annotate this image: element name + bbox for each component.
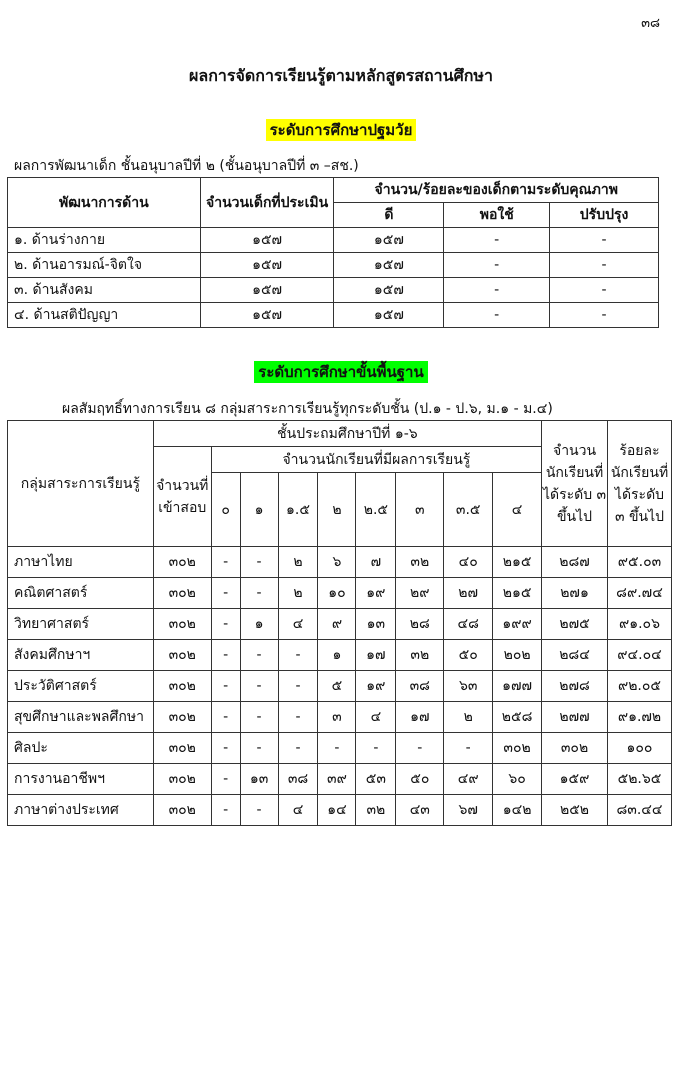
cell-grade-count: ๓๘ — [278, 764, 318, 795]
cell-grade-count: ๑๓ — [356, 609, 396, 640]
cell-grade-count: ๓๙ — [318, 764, 356, 795]
cell-subject: ประวัติศาสตร์ — [8, 671, 154, 702]
table-row — [8, 640, 672, 671]
cell-grade-count: - — [240, 795, 278, 826]
table-row — [8, 228, 659, 253]
cell-grade-count: ๔ — [278, 795, 318, 826]
cell-grade-count: ๑๐ — [318, 578, 356, 609]
cell-grade-count: ๒๐๒ — [493, 640, 542, 671]
header-improve: ปรับปรุง — [550, 203, 659, 228]
cell-subject: ศิลปะ — [8, 733, 154, 764]
cell-grade-count: - — [240, 702, 278, 733]
cell-good: ๑๕๗ — [334, 253, 444, 278]
table-row — [8, 733, 672, 764]
cell-grade-count: - — [240, 640, 278, 671]
page-title: ผลการจัดการเรียนรู้ตามหลักสูตรสถานศึกษา — [189, 66, 493, 85]
cell-aspect: ๓. ด้านสังคม — [8, 278, 201, 303]
achievement-table — [7, 420, 672, 826]
header-grade-level: ๑ — [240, 473, 278, 547]
section1-caption: ผลการพัฒนาเด็ก ชั้นอนุบาลปีที่ ๒ (ชั้นอนุบาลปีที่ ๓ –สช.) — [14, 158, 359, 174]
cell-grade-count: - — [240, 578, 278, 609]
cell-count-3up: ๓๐๒ — [542, 733, 608, 764]
cell-grade-count: ๑๔๒ — [493, 795, 542, 826]
cell-grade-count: ๒๕๘ — [493, 702, 542, 733]
section1-heading-text: ระดับการศึกษาปฐมวัย — [266, 119, 417, 141]
cell-grade-count: ๖๓ — [444, 671, 493, 702]
header-grade-level: ๒ — [318, 473, 356, 547]
cell-grade-count: ๖๗ — [444, 795, 493, 826]
header-count-3up: จำนวนนักเรียนที่ได้ระดับ ๓ ขึ้นไป — [542, 421, 608, 547]
cell-count-3up: ๒๘๗ — [542, 547, 608, 578]
cell-grade-count: ๕๓ — [356, 764, 396, 795]
cell-taking: ๓๐๒ — [153, 764, 211, 795]
cell-grade-count: - — [240, 547, 278, 578]
cell-grade-count: - — [396, 733, 444, 764]
cell-taking: ๓๐๒ — [153, 671, 211, 702]
cell-count: ๑๕๗ — [200, 303, 334, 328]
cell-grade-count: ๔๐ — [444, 547, 493, 578]
cell-taking: ๓๐๒ — [153, 547, 211, 578]
cell-grade-count: ๑๗๗ — [493, 671, 542, 702]
table-row — [8, 278, 659, 303]
cell-good: ๑๕๗ — [334, 228, 444, 253]
cell-grade-count: ๒๗ — [444, 578, 493, 609]
cell-aspect: ๒. ด้านอารมณ์-จิตใจ — [8, 253, 201, 278]
cell-grade-count: - — [318, 733, 356, 764]
cell-improve: - — [550, 303, 659, 328]
cell-pct-3up: ๘๙.๗๔ — [607, 578, 671, 609]
cell-grade-count: ๔ — [356, 702, 396, 733]
cell-grade-count: - — [211, 764, 240, 795]
cell-grade-count: ๓๘ — [396, 671, 444, 702]
cell-pct-3up: ๙๕.๐๓ — [607, 547, 671, 578]
cell-subject: ภาษาไทย — [8, 547, 154, 578]
cell-grade-count: - — [211, 702, 240, 733]
section2-heading — [0, 360, 682, 384]
cell-grade-count: ๑๙ — [356, 578, 396, 609]
cell-grade-count: ๑๗ — [396, 702, 444, 733]
early-childhood-table — [7, 177, 659, 328]
cell-grade-count: - — [211, 640, 240, 671]
cell-grade-count: - — [240, 671, 278, 702]
cell-aspect: ๔. ด้านสติปัญญา — [8, 303, 201, 328]
header-pct-3up: ร้อยละนักเรียนที่ได้ระดับ ๓ ขึ้นไป — [607, 421, 671, 547]
table-row — [8, 795, 672, 826]
cell-grade-count: ๒๑๕ — [493, 547, 542, 578]
cell-grade-count: ๓๒ — [356, 795, 396, 826]
cell-taking: ๓๐๒ — [153, 578, 211, 609]
cell-grade-count: - — [211, 578, 240, 609]
section2-heading-text: ระดับการศึกษาขั้นพื้นฐาน — [254, 361, 427, 383]
section2-caption: ผลสัมฤทธิ์ทางการเรียน ๘ กลุ่มสาระการเรียนรู้ทุกระดับชั้น (ป.๑ - ป.๖, ม.๑ - ม.๔) — [62, 401, 553, 417]
cell-taking: ๓๐๒ — [153, 609, 211, 640]
header-grade: ชั้นประถมศึกษาปีที่ ๑-๖ — [153, 421, 541, 447]
cell-fair: - — [444, 303, 550, 328]
header-grade-level: ๓ — [396, 473, 444, 547]
section1-heading — [0, 118, 682, 142]
cell-subject: สุขศึกษาและพลศึกษา — [8, 702, 154, 733]
table-row — [8, 609, 672, 640]
cell-count-3up: ๒๗๑ — [542, 578, 608, 609]
table-row — [8, 547, 672, 578]
cell-subject: คณิตศาสตร์ — [8, 578, 154, 609]
table-row — [8, 578, 672, 609]
cell-subject: วิทยาศาสตร์ — [8, 609, 154, 640]
cell-subject: สังคมศึกษาฯ — [8, 640, 154, 671]
cell-grade-count: ๑๗ — [356, 640, 396, 671]
header-count-taking: จำนวนที่เข้าสอบ — [153, 447, 211, 547]
cell-grade-count: ๙ — [318, 609, 356, 640]
cell-grade-count: ๔๙ — [444, 764, 493, 795]
cell-count-3up: ๒๘๔ — [542, 640, 608, 671]
cell-grade-count: ๕๐ — [444, 640, 493, 671]
cell-grade-count: ๗ — [356, 547, 396, 578]
cell-pct-3up: ๑๐๐ — [607, 733, 671, 764]
cell-grade-count: - — [278, 733, 318, 764]
header-good: ดี — [334, 203, 444, 228]
cell-pct-3up: ๙๑.๐๖ — [607, 609, 671, 640]
cell-pct-3up: ๙๒.๐๕ — [607, 671, 671, 702]
cell-grade-count: ๖ — [318, 547, 356, 578]
cell-grade-count: ๓ — [318, 702, 356, 733]
cell-subject: การงานอาชีพฯ — [8, 764, 154, 795]
cell-pct-3up: ๘๓.๔๔ — [607, 795, 671, 826]
cell-grade-count: ๖๐ — [493, 764, 542, 795]
table-row — [8, 764, 672, 795]
cell-taking: ๓๐๒ — [153, 733, 211, 764]
cell-grade-count: ๕๐ — [396, 764, 444, 795]
cell-count-3up: ๒๗๘ — [542, 671, 608, 702]
cell-count: ๑๕๗ — [200, 253, 334, 278]
cell-count-3up: ๒๕๒ — [542, 795, 608, 826]
table-row — [8, 253, 659, 278]
header-quality: จำนวน/ร้อยละของเด็กตามระดับคุณภาพ — [334, 178, 659, 203]
cell-improve: - — [550, 253, 659, 278]
cell-grade-count: - — [211, 795, 240, 826]
cell-grade-count: ๒ — [278, 547, 318, 578]
cell-grade-count: ๒๘ — [396, 609, 444, 640]
cell-grade-count: - — [278, 671, 318, 702]
cell-grade-count: ๑๓ — [240, 764, 278, 795]
cell-grade-count: ๒ — [278, 578, 318, 609]
cell-fair: - — [444, 253, 550, 278]
cell-grade-count: ๓๒ — [396, 547, 444, 578]
cell-grade-count: ๑๔ — [318, 795, 356, 826]
header-count: จำนวนเด็กที่ประเมิน — [200, 178, 334, 228]
cell-grade-count: ๔๓ — [396, 795, 444, 826]
table-row — [8, 671, 672, 702]
cell-grade-count: - — [444, 733, 493, 764]
cell-count: ๑๕๗ — [200, 278, 334, 303]
cell-count: ๑๕๗ — [200, 228, 334, 253]
cell-grade-count: - — [278, 702, 318, 733]
cell-taking: ๓๐๒ — [153, 640, 211, 671]
cell-grade-count: ๒ — [444, 702, 493, 733]
table-row — [8, 303, 659, 328]
header-fair: พอใช้ — [444, 203, 550, 228]
header-aspect: พัฒนาการด้าน — [8, 178, 201, 228]
cell-count-3up: ๑๕๙ — [542, 764, 608, 795]
page-number: ๓๘ — [641, 16, 660, 31]
cell-pct-3up: ๙๔.๐๔ — [607, 640, 671, 671]
table-row — [8, 702, 672, 733]
cell-count-3up: ๒๗๕ — [542, 609, 608, 640]
cell-pct-3up: ๕๒.๖๕ — [607, 764, 671, 795]
cell-grade-count: ๑ — [240, 609, 278, 640]
cell-grade-count: - — [240, 733, 278, 764]
cell-taking: ๓๐๒ — [153, 795, 211, 826]
cell-count-3up: ๒๗๗ — [542, 702, 608, 733]
cell-aspect: ๑. ด้านร่างกาย — [8, 228, 201, 253]
cell-grade-count: - — [278, 640, 318, 671]
cell-pct-3up: ๙๑.๗๒ — [607, 702, 671, 733]
cell-grade-count: ๒๑๕ — [493, 578, 542, 609]
cell-grade-count: ๓๒ — [396, 640, 444, 671]
cell-improve: - — [550, 278, 659, 303]
cell-grade-count: ๔๘ — [444, 609, 493, 640]
header-grade-level: ๓.๕ — [444, 473, 493, 547]
cell-grade-count: ๑๙ — [356, 671, 396, 702]
header-grade-level: ๐ — [211, 473, 240, 547]
cell-grade-count: ๒๙ — [396, 578, 444, 609]
cell-subject: ภาษาต่างประเทศ — [8, 795, 154, 826]
header-subject: กลุ่มสาระการเรียนรู้ — [8, 421, 154, 547]
cell-grade-count: - — [211, 609, 240, 640]
cell-grade-count: ๑ — [318, 640, 356, 671]
header-students-with-results: จำนวนนักเรียนที่มีผลการเรียนรู้ — [211, 447, 541, 473]
cell-grade-count: - — [211, 733, 240, 764]
cell-taking: ๓๐๒ — [153, 702, 211, 733]
cell-grade-count: ๓๐๒ — [493, 733, 542, 764]
header-grade-level: ๒.๕ — [356, 473, 396, 547]
cell-good: ๑๕๗ — [334, 303, 444, 328]
cell-grade-count: ๔ — [278, 609, 318, 640]
cell-grade-count: ๕ — [318, 671, 356, 702]
cell-grade-count: ๑๙๙ — [493, 609, 542, 640]
cell-fair: - — [444, 228, 550, 253]
header-grade-level: ๔ — [493, 473, 542, 547]
cell-grade-count: - — [211, 671, 240, 702]
cell-grade-count: - — [211, 547, 240, 578]
header-grade-level: ๑.๕ — [278, 473, 318, 547]
cell-improve: - — [550, 228, 659, 253]
cell-good: ๑๕๗ — [334, 278, 444, 303]
cell-fair: - — [444, 278, 550, 303]
cell-grade-count: - — [356, 733, 396, 764]
